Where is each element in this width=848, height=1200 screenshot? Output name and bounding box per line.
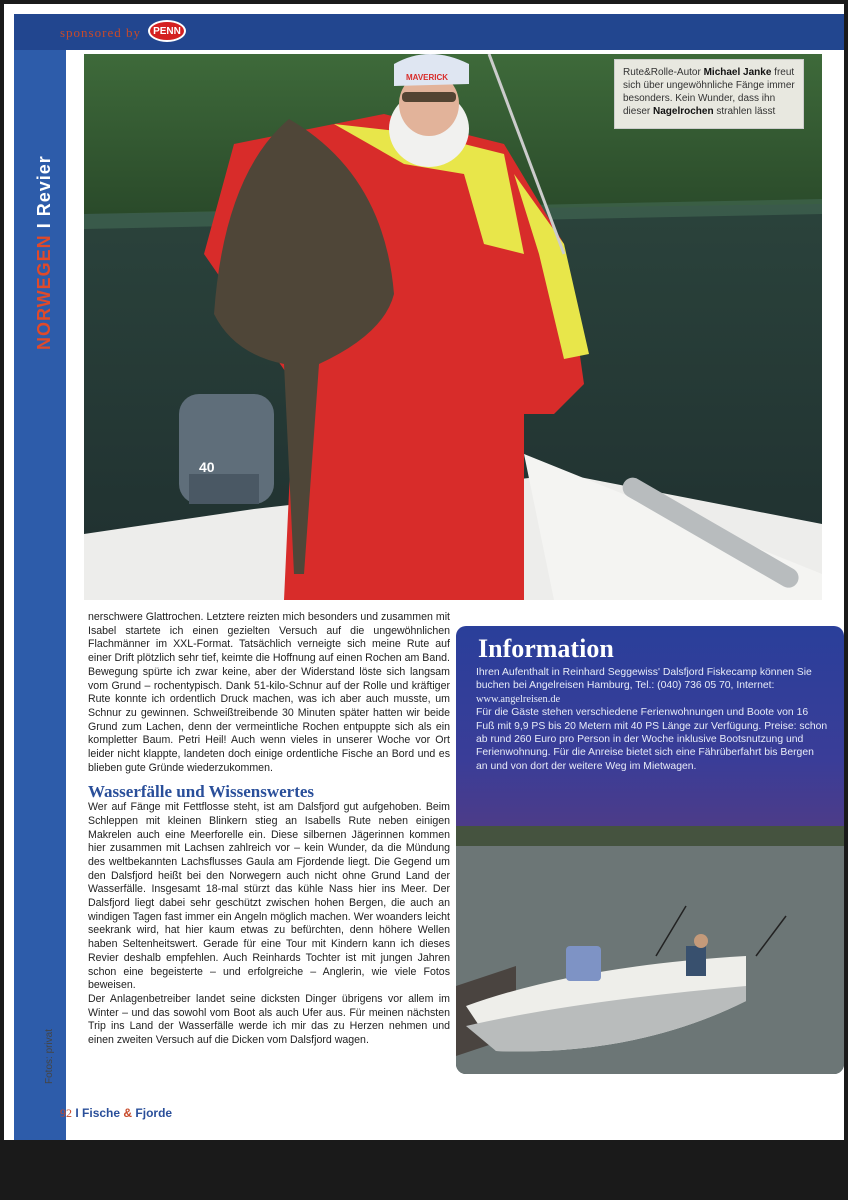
magazine-name-a: Fische bbox=[82, 1106, 121, 1120]
penn-logo: PENN bbox=[148, 20, 186, 42]
caption-fish: Nagelrochen bbox=[653, 106, 714, 117]
outboard-motor bbox=[179, 394, 274, 504]
svg-text:MAVERICK: MAVERICK bbox=[406, 73, 449, 82]
sponsor-label: sponsored by bbox=[60, 25, 141, 40]
article-subheading: Wasserfälle und Wissenswertes bbox=[88, 782, 315, 802]
section-label bbox=[34, 155, 55, 350]
article-column bbox=[88, 611, 450, 1048]
svg-text:40: 40 bbox=[199, 459, 215, 475]
main-photo bbox=[84, 54, 822, 600]
magazine-page bbox=[4, 4, 844, 1140]
info-text: Ihren Aufenthalt in Reinhard Seggewiss' Dalsfjord Fiskecamp können Sie buchen bei Angelreisen Hamburg, Tel.: (040) 736 05 70, Internet: www.angelreisen.de Für die Gäste stehen verschiedene Ferienwohnungen und Boote von 16 Fuß mit 9,9 PS bis 20 Metern mit 40 PS Länge zur Verfügung. Preise: schon ab rund 260 Euro pro Person in der Woche inklusive Bootsnutzung und Ferienwohnung. Für die Anreise bietet sich eine Fährüberfahrt bis Bergen an und von dort der weitere Weg im Mietwagen. bbox=[476, 667, 828, 772]
fjord-boat-photo bbox=[456, 826, 844, 1074]
article-paragraph-1: nerschwere Glattrochen. Letztere reizten mich besonders und zusammen mit Isabel startete ich einen gezielten Versuch auf die ungewöhnlichen Flachmänner im XXL-Format. Tatsächlich verneigte sich meine Rute auf einer Drift plötzlich sehr tief, keimte die Hoffnung auf einen Rochen am Band. Bewegung spürte ich zwar keine, aber der Widerstand löste sich langsam vom Grund – rochentypisch. Dank 51-kilo-Schnur auf der Rolle und kräftiger Rute konnte ich ordentlich Druck machen, was ich aber auch musste, um Schnur zu gewinnen. Schweißtreibende 30 Minuten später hatten wir beide Grund zum Lachen, denn der vermeintliche Rochen entpuppte sich als ein kompletter Baum. Petri Heil! Auch wenn vieles in unserer Woche vor Ort leider nicht klappte, landeten doch einige ordentliche Fische an Bord und es blieben gute Gründe wiederzukommen. bbox=[88, 611, 450, 774]
article-paragraph-2: Wer auf Fänge mit Fettflosse steht, ist am Dalsfjord gut aufgehoben. Beim Schleppen mit kleinen Blinkern stieg an Isabells Rute neben einigen Makrelen auch eine Meerforelle ein. Diese silbernen Jägerinnen kommen hier zusammen mit Lachsen zahlreich vor – kein Wunder, da die Mündung des weltbekannten Lachsflusses Gaula am Fjordende liegt. Die Gegend um den Dalsfjord heißt bei den Norwegern auch nicht ohne Grund Land der Wasserfälle. Insgesamt 18-mal stürzt das kühle Nass hier ins Meer. Der Dalsfjord liegt dabei sehr geschützt zwischen hohen Bergen, die auch an windigen Tagen fast immer ein Angeln möglich machen. Wer woanders leicht seekrank wird, hat hier kaum etwas zu befürchten, denn höhere Wellen haben Seltenheitswert. Gerade für eine Tour mit Kindern kann ich dieses Revier deshalb empfehlen. Auch Reinhards Tochter ist mit jungen Jahren schon eine begeisterte – und erfolgreiche – Anglerin, wie viele Fotos beweisen. bbox=[88, 801, 450, 992]
article-paragraph-3: Der Anlagenbetreiber landet seine dicksten Dinger übrigens vor allem im Winter – und das sowohl vom Boot als auch Ufer aus. Für meinen nächsten Trip ins Land der Wasserfälle werde ich mir das zu Herzen nehmen und einen zweiten Versuch auf die Dicken vom Dalsfjord wagen. bbox=[88, 992, 450, 1047]
info-url: www.angelreisen.de bbox=[476, 693, 561, 705]
info-box bbox=[456, 626, 844, 1074]
sidebar bbox=[14, 50, 66, 1140]
info-title: Information bbox=[478, 634, 614, 663]
info-details: Für die Gäste stehen verschiedene Ferienwohnungen und Boote von 16 Fuß mit 9,9 PS bis 20 Metern mit 40 PS Länge zur Verfügung. Preise: schon ab rund 260 Euro pro Person in der Woche inklusive Bootsnutzung und Ferienwohnung. Für die Anreise bietet sich eine Fährüberfahrt bis Bergen an und von dort der weitere Weg im Mietwagen. bbox=[476, 707, 828, 772]
photo-credit: Fotos: privat bbox=[44, 1028, 55, 1084]
caption-author: Michael Janke bbox=[703, 67, 772, 78]
section-separator: I bbox=[34, 222, 54, 229]
section-name: Revier bbox=[34, 155, 54, 217]
photo-caption: Rute&Rolle-Autor Michael Janke freut sich über ungewöhnliche Fänge immer besonders. Kein Wunder, dass ihn dieser Nagelrochen strahlen lässt bbox=[614, 59, 804, 129]
page-number: 92 bbox=[60, 1106, 72, 1120]
magazine-name-b: Fjorde bbox=[135, 1106, 173, 1120]
page-footer: 92 I Fische & Fjorde bbox=[60, 1106, 173, 1120]
section-country: NORWEGEN bbox=[34, 234, 54, 350]
